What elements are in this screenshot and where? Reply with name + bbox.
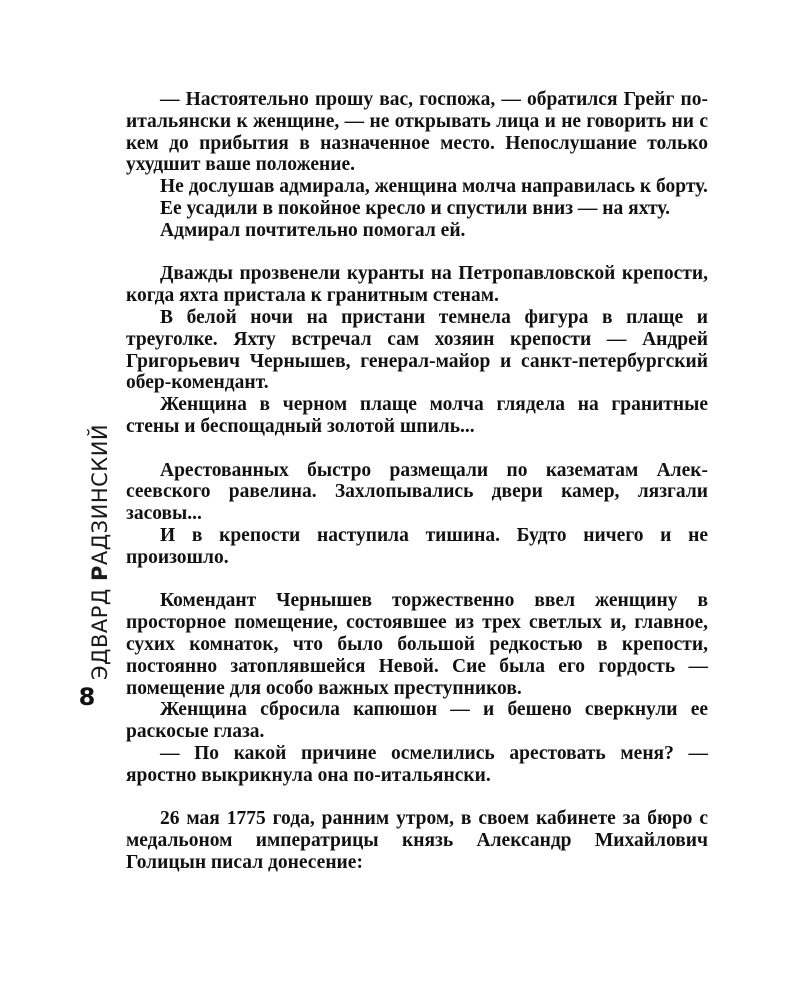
paragraph: Комендант Чернышев торжественно ввел женщину в просторное помещение, состоявшее из трех светлых и, главное, сухих комнаток, что было большой редкостью в крепости, постоянно затоплявшейся Невой. Сие была его гордость — помещение для особо важных преступников. <box>126 590 708 699</box>
paragraph: — По какой причине осмелились арестовать меня? — яростно выкрикнула она по-итальянски. <box>126 742 708 786</box>
paragraph: Адмирал почтительно помогал ей. <box>160 219 466 241</box>
paragraph: — Настоятельно прошу вас, госпожа, — обратился Грейг по-итальянски к женщине, — не открывать лица и не говорить ни с кем до прибытия в назначенное место. Непослушание только ухудшит ваше положение. <box>126 89 708 176</box>
paragraph: Ее усадили в покойное кресло и спустили вниз — на яхту. <box>160 197 670 219</box>
author-last-initial: Р <box>88 565 112 582</box>
paragraph: Дважды прозвенели куранты на Петропавловской крепости, когда яхта пристала к гранитным стенам. <box>126 263 708 307</box>
paragraph: Женщина в черном плаще молча глядела на гранитные стены и беспощадный золотой шпиль... <box>126 394 708 437</box>
author-first-name: ЭДВАРД <box>88 588 112 681</box>
paragraph: Женщина сбросила капюшон — и бешено сверкнули ее раскосые глаза. <box>126 699 708 743</box>
paragraph: В белой ночи на пристани темнела фигура в плаще и треуголке. Яхту встречал сам хозяин крепости — Андрей Григорьевич Чернышев, генерал-майор и санкт-петербургский обер-комендант. <box>126 306 708 394</box>
paragraph: Не дослушав адмирала, женщина молча направилась к борту. <box>160 176 708 198</box>
author-last-rest: АДЗИНСКИЙ <box>88 423 112 566</box>
paragraph: 26 мая 1775 года, ранним утром, в своем кабинете за бюро с медальоном императрицы князь Александр Михайлович Голицын писал донесение: <box>126 808 708 873</box>
section-break <box>126 438 708 460</box>
section-break <box>126 569 708 591</box>
running-head-author <box>88 424 112 680</box>
section-break <box>126 787 708 809</box>
paragraph: И в крепости наступила тишина. Будто ничего и не произошло. <box>126 524 708 568</box>
body-text <box>126 89 708 874</box>
page-number: 8 <box>78 683 96 711</box>
paragraph: Арестованных быстро размещали по казематам Алексеевского равелина. Захлопывались двери камер, лязгали засовы... <box>126 459 708 525</box>
section-break <box>126 242 708 264</box>
